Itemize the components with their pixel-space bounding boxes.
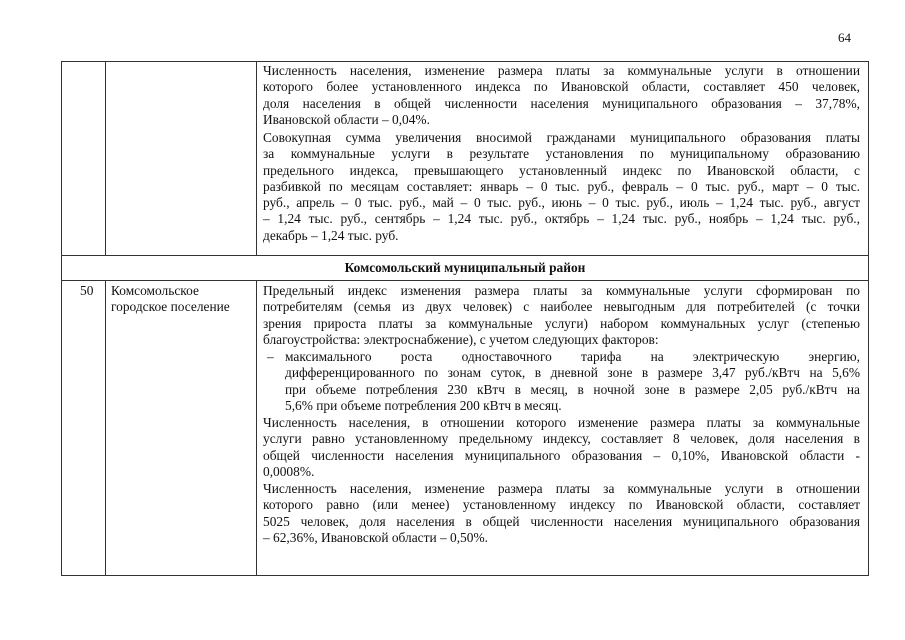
column-divider: [105, 280, 106, 576]
text-line: – 1,24 тыс. руб., сентябрь – 1,24 тыс. руб., октябрь – 1,24 тыс. руб., ноябрь – 1,24 тыс. руб.,: [263, 211, 860, 227]
prev-row-paragraph-2: [263, 130, 860, 244]
text-line: 5025 человек, доля населения в общей численности населения муниципального образования: [263, 513, 860, 529]
text-line: Численность населения, изменение размера платы за коммунальные услуги в отношении: [263, 481, 860, 496]
text-line: декабрь – 1,24 тыс. руб.: [263, 227, 399, 243]
text-line: максимального роста одноставочного тарифа на электрическую энергию,: [285, 349, 860, 364]
column-divider: [256, 61, 257, 256]
text-line: которого равно (или менее) установленному индексу по Ивановской области, составляет: [263, 497, 860, 513]
text-line: Численность населения, изменение размера платы за коммунальные услуги в отношении: [263, 63, 860, 78]
text-line: которого более установленного индекса по Ивановской области, составляет 450 человек,: [263, 79, 860, 95]
data-table: [61, 61, 869, 576]
table-border-bottom: [61, 575, 869, 576]
table-border-top: [61, 61, 869, 62]
text-line: услуги равно установленному предельному индексу, составляет 8 человек, доля населения в: [263, 431, 860, 447]
text-line: доля населения в общей численности населения муниципального образования – 37,78%,: [263, 95, 860, 111]
table-border-right: [868, 61, 869, 576]
page-number: 64: [838, 30, 851, 45]
text-line: зрения прироста платы за коммунальные услуги) набором коммунальных услуг (степенью: [263, 315, 860, 331]
text-line: Совокупная сумма увеличения вносимой гражданами муниципального образования платы: [263, 130, 860, 145]
text-line: благоустройства: электроснабжение), с учетом следующих факторов:: [263, 331, 659, 347]
text-line: дифференцированного по зонам суток, в дневной зоне в размере 3,47 руб./кВтч на 5,6%: [285, 365, 860, 381]
text-line: за коммунальные услуги в результате установления по муниципальному образованию: [263, 146, 860, 162]
text-line: 0,0008%.: [263, 463, 315, 479]
text-line: Комсомольское: [111, 283, 199, 298]
column-divider: [105, 61, 106, 256]
text-line: руб., апрель – 0 тыс. руб., май – 0 тыс. руб., июнь – 0 тыс. руб., июль – 1,24 тыс. руб., август: [263, 195, 860, 211]
text-line: общей численности населения муниципального образования – 0,10%, Ивановской области -: [263, 447, 860, 463]
bullet-dash: –: [267, 349, 274, 364]
municipality-name: [111, 283, 230, 316]
text-line: Ивановской области – 0,04%.: [263, 111, 430, 127]
text-line: городское поселение: [111, 299, 230, 315]
row50-paragraph-2: [263, 415, 860, 480]
text-line: потребителям (семья из двух человек) с наиболее невыгодным для потребителей (с точки: [263, 299, 860, 315]
row-number: 50: [80, 283, 94, 298]
text-line: Численность населения, в отношении которого изменение размера платы за коммунальные: [263, 415, 860, 430]
row50-bullet-item: [285, 349, 860, 414]
row-divider: [61, 280, 869, 281]
district-header: Комсомольский муниципальный район: [344, 260, 586, 275]
text-line: Предельный индекс изменения размера платы за коммунальные услуги сформирован по: [263, 283, 860, 298]
text-line: 5,6% при объеме потребления 200 кВтч в месяц.: [285, 397, 562, 413]
text-line: предельного индекса, превышающего установленный индекс по Ивановской области, с: [263, 162, 860, 178]
row50-paragraph-3: [263, 481, 860, 546]
text-line: разбивкой по месяцам составляет: январь – 0 тыс. руб., февраль – 0 тыс. руб., март – 0 тыс.: [263, 178, 860, 194]
table-border-left: [61, 61, 62, 576]
text-line: при объеме потребления 230 кВтч в месяц, в ночной зоне в размере 2,05 руб./кВтч на: [285, 381, 860, 397]
row50-paragraph-1: [263, 283, 860, 348]
column-divider: [256, 280, 257, 576]
prev-row-paragraph-1: [263, 63, 860, 128]
text-line: – 62,36%, Ивановской области – 0,50%.: [263, 529, 488, 545]
row-divider: [61, 255, 869, 256]
